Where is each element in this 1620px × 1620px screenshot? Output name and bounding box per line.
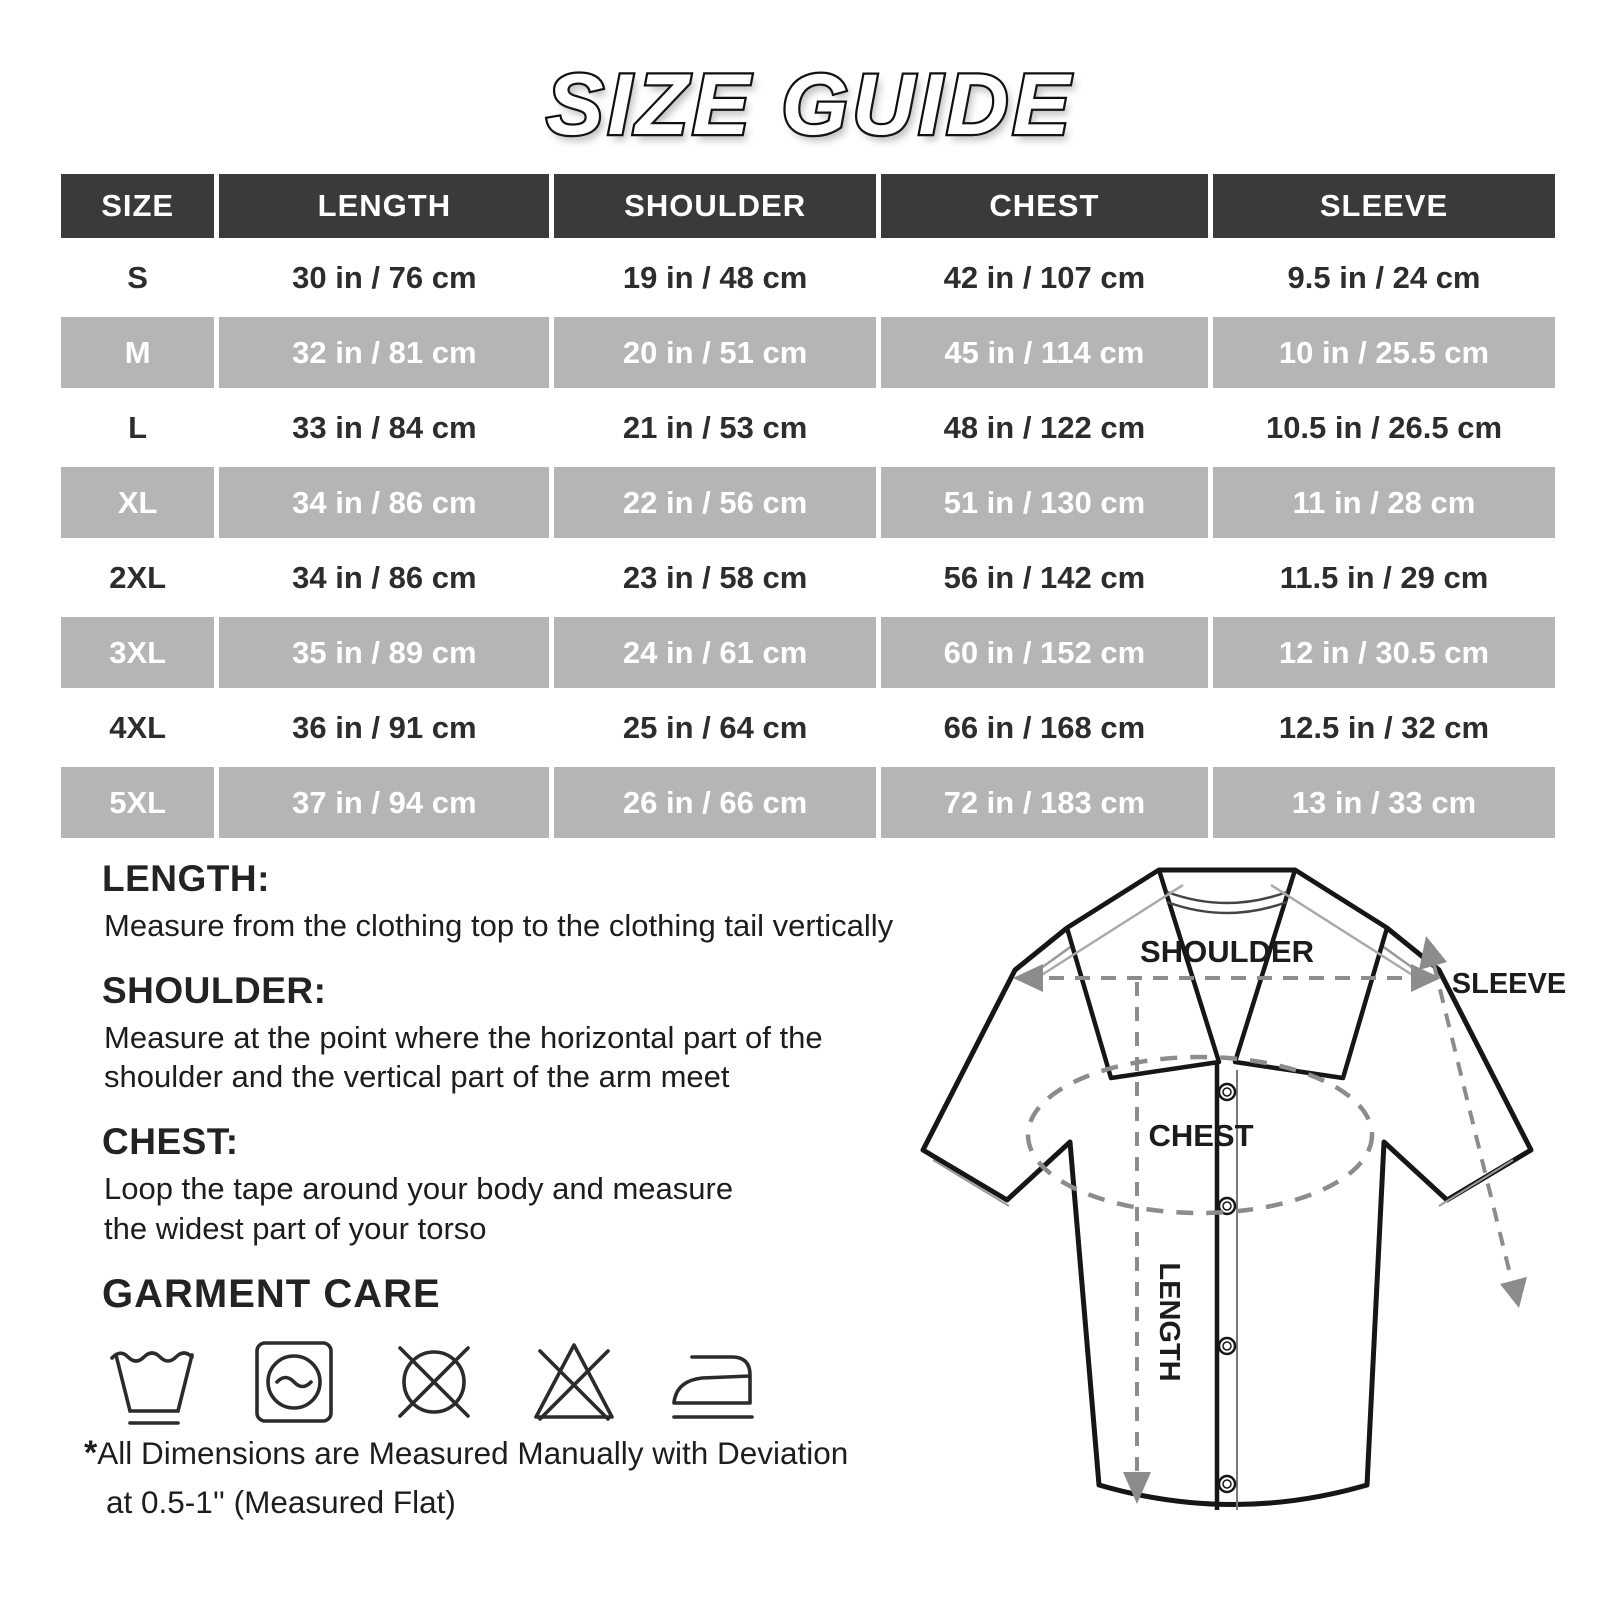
cell-chest: 56 in / 142 cm xyxy=(881,542,1208,613)
measurement-definitions xyxy=(102,858,1002,1435)
cell-shoulder: 26 in / 66 cm xyxy=(554,767,875,838)
col-header-shoulder: SHOULDER xyxy=(554,174,875,238)
cell-sleeve: 11.5 in / 29 cm xyxy=(1213,542,1555,613)
footnote-line-1: *All Dimensions are Measured Manually with Deviation xyxy=(84,1434,849,1472)
tumble-dry-icon xyxy=(244,1331,344,1435)
cell-length: 34 in / 86 cm xyxy=(219,467,549,538)
definition-chest xyxy=(102,1121,1002,1248)
page-title: SIZE GUIDE xyxy=(546,57,1074,153)
sleeve-arrow-top xyxy=(1419,936,1447,970)
definition-length xyxy=(102,858,1002,946)
cell-length: 33 in / 84 cm xyxy=(219,392,549,463)
table-row xyxy=(61,242,1555,313)
machine-wash-gentle-icon xyxy=(104,1331,204,1435)
cell-length: 35 in / 89 cm xyxy=(219,617,549,688)
table-row xyxy=(61,317,1555,388)
cell-length: 36 in / 91 cm xyxy=(219,692,549,763)
table-header-row xyxy=(61,174,1555,238)
cell-chest: 45 in / 114 cm xyxy=(881,317,1208,388)
cell-sleeve: 9.5 in / 24 cm xyxy=(1213,242,1555,313)
table-row xyxy=(61,617,1555,688)
cell-shoulder: 19 in / 48 cm xyxy=(554,242,875,313)
cell-size: 4XL xyxy=(61,692,214,763)
cell-sleeve: 10.5 in / 26.5 cm xyxy=(1213,392,1555,463)
cell-sleeve: 10 in / 25.5 cm xyxy=(1213,317,1555,388)
cell-chest: 72 in / 183 cm xyxy=(881,767,1208,838)
col-header-length: LENGTH xyxy=(219,174,549,238)
table-row xyxy=(61,392,1555,463)
cell-shoulder: 21 in / 53 cm xyxy=(554,392,875,463)
garment-care-icons xyxy=(104,1331,1002,1435)
cell-shoulder: 20 in / 51 cm xyxy=(554,317,875,388)
diagram-label-chest: CHEST xyxy=(1148,1118,1254,1153)
footnote-asterisk: * xyxy=(84,1434,98,1472)
cell-length: 37 in / 94 cm xyxy=(219,767,549,838)
table-row xyxy=(61,767,1555,838)
col-header-size: SIZE xyxy=(61,174,214,238)
cell-sleeve: 12.5 in / 32 cm xyxy=(1213,692,1555,763)
size-table xyxy=(56,170,1560,842)
cell-length: 34 in / 86 cm xyxy=(219,542,549,613)
cell-size: M xyxy=(61,317,214,388)
cell-chest: 48 in / 122 cm xyxy=(881,392,1208,463)
definition-term: LENGTH: xyxy=(102,858,270,899)
footnote xyxy=(84,1428,848,1526)
do-not-dry-clean-icon xyxy=(384,1331,484,1435)
diagram-label-length: LENGTH xyxy=(1153,1262,1185,1382)
definition-term: CHEST: xyxy=(102,1121,239,1163)
cell-shoulder: 22 in / 56 cm xyxy=(554,467,875,538)
cell-chest: 66 in / 168 cm xyxy=(881,692,1208,763)
cell-shoulder: 23 in / 58 cm xyxy=(554,542,875,613)
diagram-label-sleeve: SLEEVE xyxy=(1451,968,1567,1000)
cell-chest: 60 in / 152 cm xyxy=(881,617,1208,688)
definition-term: SHOULDER: xyxy=(102,969,327,1011)
iron-icon xyxy=(664,1331,764,1435)
cell-sleeve: 13 in / 33 cm xyxy=(1213,767,1555,838)
table-row xyxy=(61,692,1555,763)
cell-shoulder: 25 in / 64 cm xyxy=(554,692,875,763)
footnote-line-2: at 0.5-1'' (Measured Flat) xyxy=(106,1484,456,1520)
cell-length: 30 in / 76 cm xyxy=(219,242,549,313)
cell-size: S xyxy=(61,242,214,313)
cell-sleeve: 12 in / 30.5 cm xyxy=(1213,617,1555,688)
cell-size: L xyxy=(61,392,214,463)
shirt-measurement-diagram xyxy=(915,850,1615,1560)
cell-shoulder: 24 in / 61 cm xyxy=(554,617,875,688)
definition-shoulder xyxy=(102,970,1002,1097)
definition-text: Measure at the point where the horizontal part of the shoulder and the vertical part of the arm meet xyxy=(104,1019,823,1095)
cell-size: 2XL xyxy=(61,542,214,613)
table-row xyxy=(61,467,1555,538)
do-not-bleach-icon xyxy=(524,1331,624,1435)
cell-chest: 51 in / 130 cm xyxy=(881,467,1208,538)
cell-sleeve: 11 in / 28 cm xyxy=(1213,467,1555,538)
definition-text: Loop the tape around your body and measure the widest part of your torso xyxy=(104,1171,734,1246)
definition-text: Measure from the clothing top to the clothing tail vertically xyxy=(104,908,894,943)
cell-chest: 42 in / 107 cm xyxy=(881,242,1208,313)
sleeve-arrow-bottom xyxy=(1500,1277,1527,1308)
diagram-label-shoulder: SHOULDER xyxy=(1140,934,1314,969)
cell-size: XL xyxy=(61,467,214,538)
col-header-sleeve: SLEEVE xyxy=(1213,174,1555,238)
table-row xyxy=(61,542,1555,613)
garment-care-heading: GARMENT CARE xyxy=(102,1272,441,1317)
col-header-chest: CHEST xyxy=(881,174,1208,238)
cell-length: 32 in / 81 cm xyxy=(219,317,549,388)
cell-size: 5XL xyxy=(61,767,214,838)
cell-size: 3XL xyxy=(61,617,214,688)
